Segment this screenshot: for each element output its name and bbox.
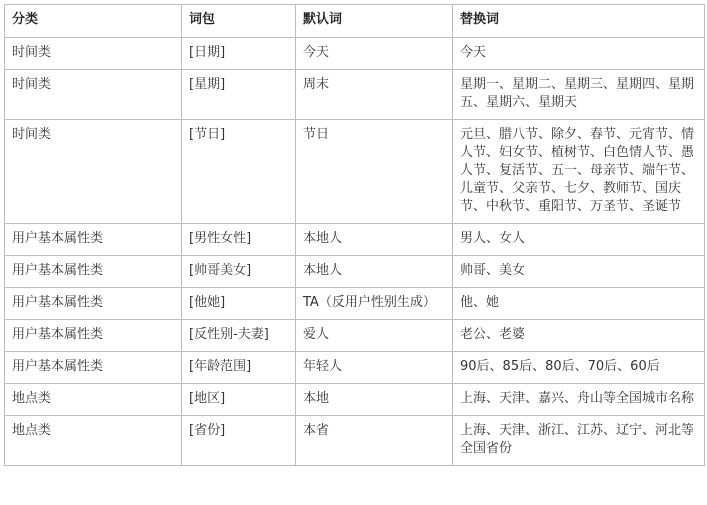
default-word-cell: 本省 <box>296 416 453 466</box>
table-row <box>5 352 705 384</box>
table-row <box>5 38 705 70</box>
default-word-cell: 今天 <box>296 38 453 70</box>
word-package-cell: [节日] <box>182 120 296 224</box>
replacement-words-cell: 他、她 <box>453 288 705 320</box>
category-cell: 用户基本属性类 <box>5 288 182 320</box>
replacement-words-cell: 今天 <box>453 38 705 70</box>
word-package-table <box>4 4 705 466</box>
table-row <box>5 120 705 224</box>
category-cell: 时间类 <box>5 38 182 70</box>
replacement-words-cell: 帅哥、美女 <box>453 256 705 288</box>
default-word-cell: 爱人 <box>296 320 453 352</box>
word-package-cell: [帅哥美女] <box>182 256 296 288</box>
replacement-words-cell: 元旦、腊八节、除夕、春节、元宵节、情人节、妇女节、植树节、白色情人节、愚人节、复活节、五一、母亲节、端午节、儿童节、父亲节、七夕、教师节、国庆节、中秋节、重阳节、万圣节、圣诞节 <box>453 120 705 224</box>
replacement-words-cell: 上海、天津、浙江、江苏、辽宁、河北等全国省份 <box>453 416 705 466</box>
category-cell: 用户基本属性类 <box>5 320 182 352</box>
replacement-words-cell: 老公、老婆 <box>453 320 705 352</box>
header-replacement-words: 替换词 <box>453 5 705 38</box>
table-row <box>5 320 705 352</box>
default-word-cell: 周末 <box>296 70 453 120</box>
category-cell: 时间类 <box>5 70 182 120</box>
replacement-words-cell: 星期一、星期二、星期三、星期四、星期五、星期六、星期天 <box>453 70 705 120</box>
header-word-package: 词包 <box>182 5 296 38</box>
default-word-cell: TA（反用户性别生成） <box>296 288 453 320</box>
replacement-words-cell: 男人、女人 <box>453 224 705 256</box>
header-default-word: 默认词 <box>296 5 453 38</box>
category-cell: 地点类 <box>5 416 182 466</box>
category-cell: 时间类 <box>5 120 182 224</box>
category-cell: 用户基本属性类 <box>5 224 182 256</box>
default-word-cell: 年轻人 <box>296 352 453 384</box>
word-package-cell: [反性别-夫妻] <box>182 320 296 352</box>
table-row <box>5 416 705 466</box>
default-word-cell: 本地 <box>296 384 453 416</box>
table-row <box>5 256 705 288</box>
category-cell: 用户基本属性类 <box>5 352 182 384</box>
word-package-cell: [年龄范围] <box>182 352 296 384</box>
category-cell: 用户基本属性类 <box>5 256 182 288</box>
word-package-cell: [男性女性] <box>182 224 296 256</box>
default-word-cell: 本地人 <box>296 256 453 288</box>
header-category: 分类 <box>5 5 182 38</box>
table-row <box>5 70 705 120</box>
table-row <box>5 288 705 320</box>
table-header-row <box>5 5 705 38</box>
replacement-words-cell: 90后、85后、80后、70后、60后 <box>453 352 705 384</box>
word-package-cell: [日期] <box>182 38 296 70</box>
word-package-cell: [他她] <box>182 288 296 320</box>
word-package-cell: [星期] <box>182 70 296 120</box>
table-row <box>5 384 705 416</box>
table-row <box>5 224 705 256</box>
word-package-cell: [省份] <box>182 416 296 466</box>
category-cell: 地点类 <box>5 384 182 416</box>
replacement-words-cell: 上海、天津、嘉兴、舟山等全国城市名称 <box>453 384 705 416</box>
default-word-cell: 节日 <box>296 120 453 224</box>
default-word-cell: 本地人 <box>296 224 453 256</box>
word-package-cell: [地区] <box>182 384 296 416</box>
